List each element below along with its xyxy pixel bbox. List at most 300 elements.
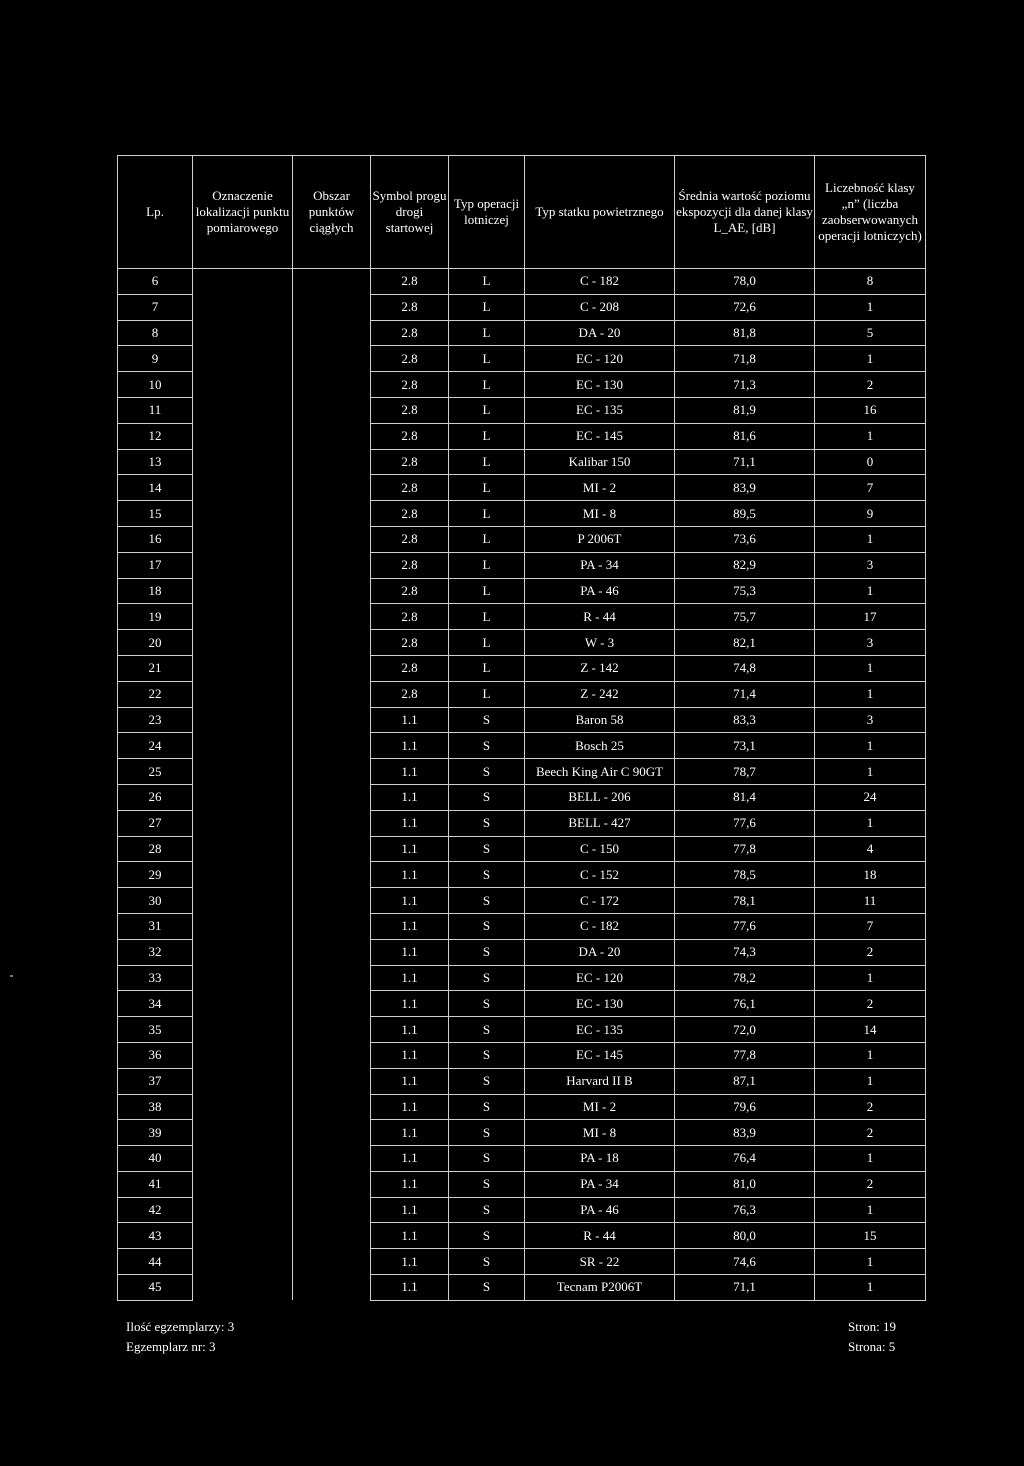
- cell-count: 11: [815, 888, 926, 914]
- cell-location: [193, 630, 293, 656]
- cell-exposure: 81,9: [675, 397, 815, 423]
- cell-runway: 2.8: [371, 294, 449, 320]
- cell-area: [293, 552, 371, 578]
- cell-aircraft: PA - 18: [525, 1146, 675, 1172]
- cell-location: [193, 449, 293, 475]
- cell-aircraft: Z - 242: [525, 681, 675, 707]
- cell-area: [293, 965, 371, 991]
- cell-area: [293, 1171, 371, 1197]
- cell-area: [293, 1042, 371, 1068]
- cell-exposure: 76,4: [675, 1146, 815, 1172]
- cell-runway: 1.1: [371, 965, 449, 991]
- cell-exposure: 71,3: [675, 372, 815, 398]
- cell-area: [293, 449, 371, 475]
- cell-lp: 19: [118, 604, 193, 630]
- cell-area: [293, 1068, 371, 1094]
- cell-lp: 37: [118, 1068, 193, 1094]
- cell-aircraft: BELL - 427: [525, 810, 675, 836]
- cell-aircraft: PA - 34: [525, 552, 675, 578]
- cell-operation: L: [449, 526, 525, 552]
- cell-aircraft: C - 208: [525, 294, 675, 320]
- cell-exposure: 83,9: [675, 475, 815, 501]
- cell-operation: S: [449, 1171, 525, 1197]
- table-row: [118, 1094, 926, 1120]
- cell-area: [293, 681, 371, 707]
- cell-count: 3: [815, 707, 926, 733]
- cell-count: 2: [815, 1120, 926, 1146]
- cell-aircraft: EC - 145: [525, 423, 675, 449]
- cell-count: 7: [815, 475, 926, 501]
- table-row: [118, 630, 926, 656]
- cell-runway: 1.1: [371, 759, 449, 785]
- cell-location: [193, 372, 293, 398]
- cell-lp: 30: [118, 888, 193, 914]
- cell-aircraft: DA - 20: [525, 320, 675, 346]
- cell-aircraft: MI - 8: [525, 501, 675, 527]
- cell-aircraft: C - 182: [525, 269, 675, 295]
- header-lp: Lp.: [118, 156, 193, 269]
- cell-runway: 2.8: [371, 397, 449, 423]
- cell-lp: 33: [118, 965, 193, 991]
- cell-lp: 20: [118, 630, 193, 656]
- cell-area: [293, 269, 371, 295]
- cell-operation: L: [449, 578, 525, 604]
- cell-location: [193, 294, 293, 320]
- cell-area: [293, 501, 371, 527]
- cell-lp: 6: [118, 269, 193, 295]
- cell-location: [193, 655, 293, 681]
- cell-location: [193, 320, 293, 346]
- cell-aircraft: Harvard II B: [525, 1068, 675, 1094]
- cell-runway: 1.1: [371, 939, 449, 965]
- cell-location: [193, 707, 293, 733]
- cell-exposure: 73,6: [675, 526, 815, 552]
- cell-runway: 2.8: [371, 449, 449, 475]
- cell-aircraft: C - 152: [525, 862, 675, 888]
- cell-location: [193, 965, 293, 991]
- cell-count: 1: [815, 1249, 926, 1275]
- cell-area: [293, 397, 371, 423]
- table-row: [118, 372, 926, 398]
- cell-location: [193, 475, 293, 501]
- cell-count: 5: [815, 320, 926, 346]
- table-row: [118, 1042, 926, 1068]
- cell-lp: 36: [118, 1042, 193, 1068]
- cell-lp: 31: [118, 913, 193, 939]
- cell-exposure: 72,6: [675, 294, 815, 320]
- cell-aircraft: PA - 46: [525, 578, 675, 604]
- cell-exposure: 74,8: [675, 655, 815, 681]
- cell-aircraft: EC - 135: [525, 1017, 675, 1043]
- cell-exposure: 78,2: [675, 965, 815, 991]
- cell-lp: 38: [118, 1094, 193, 1120]
- table-row: [118, 862, 926, 888]
- table-row: [118, 733, 926, 759]
- table-row: [118, 1275, 926, 1301]
- cell-area: [293, 784, 371, 810]
- cell-exposure: 73,1: [675, 733, 815, 759]
- cell-operation: S: [449, 1223, 525, 1249]
- cell-location: [193, 423, 293, 449]
- table-body: [118, 269, 926, 1301]
- table-row: [118, 1249, 926, 1275]
- table-row: [118, 397, 926, 423]
- cell-aircraft: EC - 120: [525, 346, 675, 372]
- cell-lp: 13: [118, 449, 193, 475]
- cell-location: [193, 784, 293, 810]
- table-row: [118, 552, 926, 578]
- cell-area: [293, 1120, 371, 1146]
- cell-location: [193, 810, 293, 836]
- cell-area: [293, 707, 371, 733]
- table-row: [118, 269, 926, 295]
- cell-count: 15: [815, 1223, 926, 1249]
- cell-count: 4: [815, 836, 926, 862]
- header-mean-exposure: Średnia wartość poziomu ekspozycji dla danej klasy L_AE, [dB]: [675, 156, 815, 269]
- cell-count: 2: [815, 1171, 926, 1197]
- cell-aircraft: BELL - 206: [525, 784, 675, 810]
- cell-count: 8: [815, 269, 926, 295]
- cell-exposure: 82,1: [675, 630, 815, 656]
- pages-total: Stron: 19: [848, 1319, 897, 1334]
- cell-aircraft: SR - 22: [525, 1249, 675, 1275]
- cell-runway: 2.8: [371, 372, 449, 398]
- cell-exposure: 72,0: [675, 1017, 815, 1043]
- cell-operation: S: [449, 1249, 525, 1275]
- cell-location: [193, 1146, 293, 1172]
- cell-operation: L: [449, 655, 525, 681]
- cell-runway: 2.8: [371, 423, 449, 449]
- cell-operation: S: [449, 991, 525, 1017]
- cell-area: [293, 294, 371, 320]
- cell-operation: S: [449, 913, 525, 939]
- cell-exposure: 77,8: [675, 1042, 815, 1068]
- cell-operation: L: [449, 346, 525, 372]
- cell-count: 1: [815, 655, 926, 681]
- cell-lp: 9: [118, 346, 193, 372]
- cell-lp: 25: [118, 759, 193, 785]
- cell-aircraft: Kalibar 150: [525, 449, 675, 475]
- cell-exposure: 77,6: [675, 810, 815, 836]
- cell-aircraft: Beech King Air C 90GT: [525, 759, 675, 785]
- cell-runway: 2.8: [371, 552, 449, 578]
- cell-location: [193, 939, 293, 965]
- measurement-table: [117, 155, 926, 1301]
- cell-operation: L: [449, 552, 525, 578]
- cell-area: [293, 372, 371, 398]
- cell-exposure: 89,5: [675, 501, 815, 527]
- cell-exposure: 83,3: [675, 707, 815, 733]
- scan-mark: [10, 975, 13, 977]
- cell-runway: 2.8: [371, 501, 449, 527]
- table-row: [118, 759, 926, 785]
- cell-area: [293, 423, 371, 449]
- cell-location: [193, 552, 293, 578]
- table-row: [118, 449, 926, 475]
- cell-count: 24: [815, 784, 926, 810]
- cell-location: [193, 604, 293, 630]
- table-header-row: [118, 156, 926, 269]
- cell-lp: 41: [118, 1171, 193, 1197]
- cell-area: [293, 888, 371, 914]
- cell-count: 1: [815, 1068, 926, 1094]
- cell-runway: 1.1: [371, 836, 449, 862]
- cell-area: [293, 913, 371, 939]
- cell-exposure: 77,8: [675, 836, 815, 862]
- cell-area: [293, 991, 371, 1017]
- cell-operation: S: [449, 759, 525, 785]
- cell-operation: S: [449, 707, 525, 733]
- cell-aircraft: W - 3: [525, 630, 675, 656]
- cell-operation: L: [449, 501, 525, 527]
- table-row: [118, 965, 926, 991]
- cell-exposure: 77,6: [675, 913, 815, 939]
- cell-exposure: 76,1: [675, 991, 815, 1017]
- cell-exposure: 78,1: [675, 888, 815, 914]
- cell-aircraft: Baron 58: [525, 707, 675, 733]
- table-row: [118, 320, 926, 346]
- cell-exposure: 74,3: [675, 939, 815, 965]
- cell-count: 1: [815, 733, 926, 759]
- cell-runway: 2.8: [371, 655, 449, 681]
- copies-count: Ilość egzemplarzy: 3: [126, 1319, 235, 1334]
- header-class-count: Liczebność klasy „n” (liczba zaobserwowanych operacji lotniczych): [815, 156, 926, 269]
- cell-lp: 28: [118, 836, 193, 862]
- cell-operation: L: [449, 604, 525, 630]
- cell-operation: L: [449, 397, 525, 423]
- cell-lp: 8: [118, 320, 193, 346]
- cell-location: [193, 681, 293, 707]
- table-row: [118, 913, 926, 939]
- cell-runway: 1.1: [371, 810, 449, 836]
- cell-count: 2: [815, 991, 926, 1017]
- table-row: [118, 939, 926, 965]
- table-row: [118, 1223, 926, 1249]
- cell-location: [193, 1275, 293, 1301]
- cell-count: 14: [815, 1017, 926, 1043]
- cell-area: [293, 1197, 371, 1223]
- cell-aircraft: EC - 145: [525, 1042, 675, 1068]
- cell-location: [193, 1249, 293, 1275]
- cell-count: 2: [815, 1094, 926, 1120]
- cell-area: [293, 346, 371, 372]
- cell-runway: 1.1: [371, 1249, 449, 1275]
- cell-operation: L: [449, 372, 525, 398]
- cell-exposure: 71,1: [675, 1275, 815, 1301]
- cell-lp: 14: [118, 475, 193, 501]
- footer-pages: [848, 1317, 896, 1357]
- cell-aircraft: C - 172: [525, 888, 675, 914]
- table-row: [118, 1017, 926, 1043]
- cell-exposure: 75,3: [675, 578, 815, 604]
- cell-exposure: 78,7: [675, 759, 815, 785]
- cell-area: [293, 1017, 371, 1043]
- cell-area: [293, 759, 371, 785]
- cell-operation: S: [449, 1017, 525, 1043]
- table-row: [118, 707, 926, 733]
- cell-area: [293, 320, 371, 346]
- cell-aircraft: R - 44: [525, 604, 675, 630]
- table-row: [118, 423, 926, 449]
- cell-aircraft: PA - 34: [525, 1171, 675, 1197]
- cell-count: 1: [815, 965, 926, 991]
- table-row: [118, 1068, 926, 1094]
- cell-exposure: 81,0: [675, 1171, 815, 1197]
- cell-area: [293, 604, 371, 630]
- cell-exposure: 83,9: [675, 1120, 815, 1146]
- cell-operation: S: [449, 836, 525, 862]
- cell-count: 1: [815, 1197, 926, 1223]
- cell-aircraft: DA - 20: [525, 939, 675, 965]
- cell-area: [293, 526, 371, 552]
- cell-operation: S: [449, 1197, 525, 1223]
- cell-operation: S: [449, 939, 525, 965]
- cell-runway: 1.1: [371, 913, 449, 939]
- header-runway-threshold: Symbol progu drogi startowej: [371, 156, 449, 269]
- cell-count: 1: [815, 346, 926, 372]
- cell-location: [193, 269, 293, 295]
- cell-runway: 2.8: [371, 578, 449, 604]
- cell-count: 1: [815, 1275, 926, 1301]
- cell-count: 1: [815, 1042, 926, 1068]
- cell-operation: S: [449, 888, 525, 914]
- cell-count: 0: [815, 449, 926, 475]
- cell-area: [293, 578, 371, 604]
- cell-location: [193, 1094, 293, 1120]
- table-row: [118, 578, 926, 604]
- cell-location: [193, 1068, 293, 1094]
- table-row: [118, 501, 926, 527]
- cell-location: [193, 1171, 293, 1197]
- cell-lp: 35: [118, 1017, 193, 1043]
- cell-count: 3: [815, 552, 926, 578]
- table-row: [118, 836, 926, 862]
- cell-count: 16: [815, 397, 926, 423]
- table-row: [118, 526, 926, 552]
- table-row: [118, 1197, 926, 1223]
- cell-aircraft: C - 182: [525, 913, 675, 939]
- cell-lp: 29: [118, 862, 193, 888]
- cell-count: 1: [815, 1146, 926, 1172]
- cell-count: 2: [815, 372, 926, 398]
- cell-runway: 1.1: [371, 888, 449, 914]
- table-row: [118, 1171, 926, 1197]
- cell-location: [193, 991, 293, 1017]
- cell-operation: L: [449, 475, 525, 501]
- cell-area: [293, 655, 371, 681]
- header-area: Obszar punktów ciągłych: [293, 156, 371, 269]
- cell-count: 1: [815, 759, 926, 785]
- cell-area: [293, 810, 371, 836]
- cell-area: [293, 1275, 371, 1301]
- cell-location: [193, 862, 293, 888]
- table-row: [118, 655, 926, 681]
- cell-exposure: 78,0: [675, 269, 815, 295]
- cell-lp: 24: [118, 733, 193, 759]
- cell-runway: 2.8: [371, 269, 449, 295]
- cell-lp: 18: [118, 578, 193, 604]
- cell-runway: 1.1: [371, 991, 449, 1017]
- cell-operation: L: [449, 423, 525, 449]
- table-row: [118, 294, 926, 320]
- cell-runway: 1.1: [371, 1275, 449, 1301]
- cell-area: [293, 1223, 371, 1249]
- table-row: [118, 810, 926, 836]
- cell-runway: 1.1: [371, 733, 449, 759]
- cell-exposure: 71,8: [675, 346, 815, 372]
- cell-lp: 17: [118, 552, 193, 578]
- cell-operation: L: [449, 449, 525, 475]
- cell-runway: 2.8: [371, 320, 449, 346]
- cell-count: 1: [815, 578, 926, 604]
- cell-count: 9: [815, 501, 926, 527]
- cell-runway: 1.1: [371, 862, 449, 888]
- cell-lp: 15: [118, 501, 193, 527]
- cell-operation: S: [449, 1042, 525, 1068]
- cell-exposure: 80,0: [675, 1223, 815, 1249]
- cell-area: [293, 939, 371, 965]
- cell-aircraft: PA - 46: [525, 1197, 675, 1223]
- cell-aircraft: C - 150: [525, 836, 675, 862]
- cell-count: 17: [815, 604, 926, 630]
- cell-lp: 42: [118, 1197, 193, 1223]
- cell-lp: 32: [118, 939, 193, 965]
- cell-runway: 1.1: [371, 1094, 449, 1120]
- cell-operation: S: [449, 784, 525, 810]
- cell-location: [193, 836, 293, 862]
- cell-operation: S: [449, 733, 525, 759]
- cell-count: 1: [815, 810, 926, 836]
- cell-exposure: 81,4: [675, 784, 815, 810]
- cell-area: [293, 733, 371, 759]
- cell-location: [193, 1223, 293, 1249]
- cell-aircraft: EC - 130: [525, 372, 675, 398]
- cell-operation: L: [449, 630, 525, 656]
- cell-operation: L: [449, 681, 525, 707]
- cell-count: 2: [815, 939, 926, 965]
- page-number: Strona: 5: [848, 1339, 896, 1354]
- cell-location: [193, 578, 293, 604]
- cell-operation: S: [449, 862, 525, 888]
- cell-aircraft: MI - 2: [525, 1094, 675, 1120]
- cell-operation: S: [449, 1120, 525, 1146]
- cell-operation: S: [449, 1275, 525, 1301]
- cell-count: 1: [815, 294, 926, 320]
- cell-runway: 2.8: [371, 630, 449, 656]
- cell-area: [293, 1094, 371, 1120]
- cell-operation: S: [449, 810, 525, 836]
- cell-lp: 44: [118, 1249, 193, 1275]
- cell-location: [193, 913, 293, 939]
- cell-lp: 26: [118, 784, 193, 810]
- header-aircraft-type: Typ statku powietrznego: [525, 156, 675, 269]
- cell-runway: 1.1: [371, 707, 449, 733]
- cell-location: [193, 526, 293, 552]
- table-row: [118, 1146, 926, 1172]
- cell-aircraft: EC - 135: [525, 397, 675, 423]
- cell-lp: 12: [118, 423, 193, 449]
- cell-area: [293, 475, 371, 501]
- cell-location: [193, 501, 293, 527]
- cell-runway: 1.1: [371, 784, 449, 810]
- table-row: [118, 1120, 926, 1146]
- cell-aircraft: Z - 142: [525, 655, 675, 681]
- cell-aircraft: Bosch 25: [525, 733, 675, 759]
- cell-location: [193, 759, 293, 785]
- cell-count: 1: [815, 681, 926, 707]
- cell-runway: 2.8: [371, 681, 449, 707]
- table-row: [118, 604, 926, 630]
